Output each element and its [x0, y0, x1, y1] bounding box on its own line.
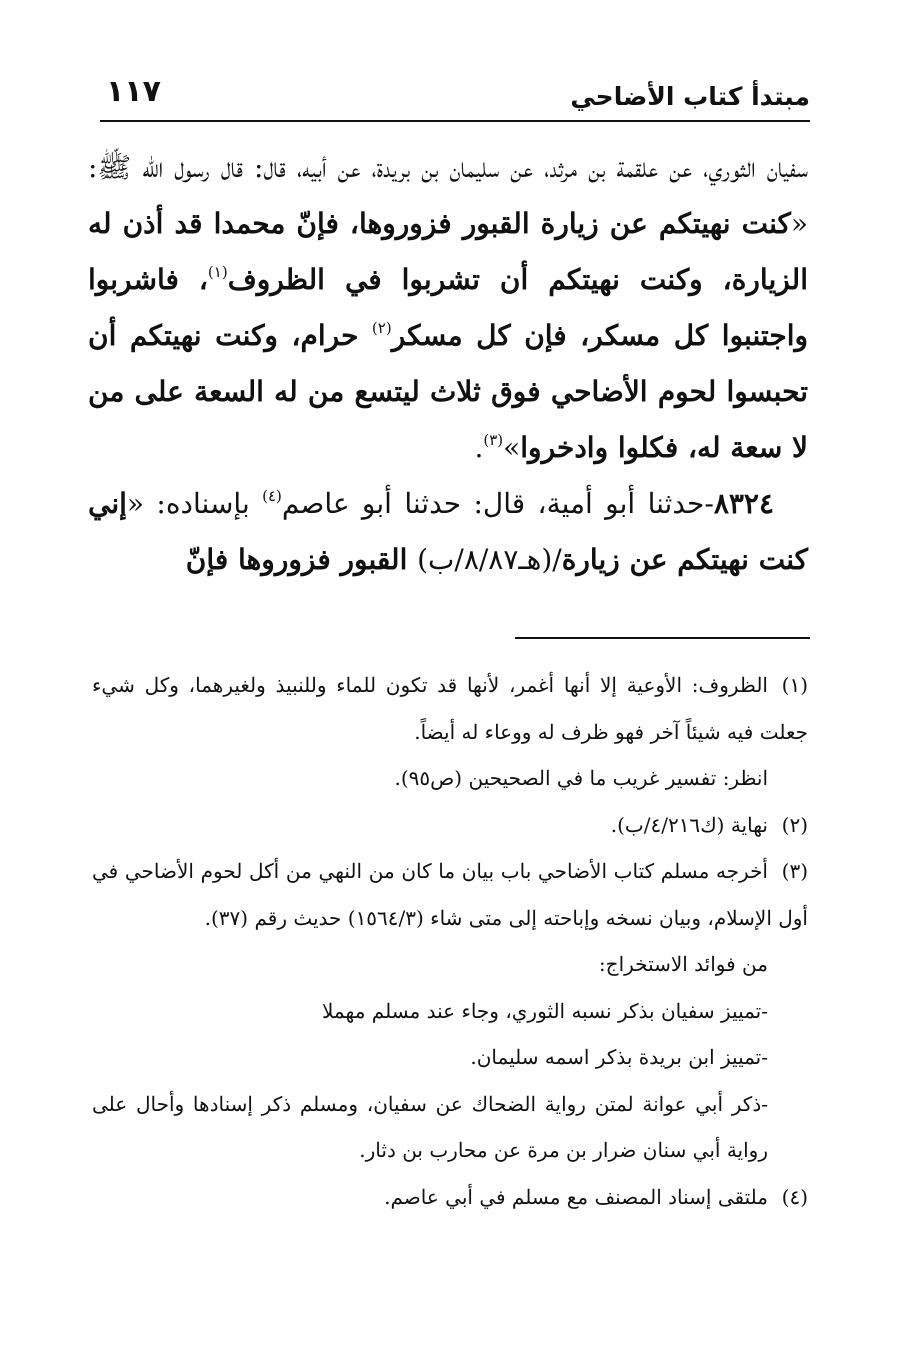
- page-number: ١١٧: [106, 74, 161, 109]
- manuscript-ref: /(هـ٨/٨٧/ب): [417, 543, 562, 576]
- footnote-3-point: -تمييز سفيان بذكر نسبه الثوري، وجاء عند مسلم مهملا: [321, 998, 768, 1023]
- hadith-text: حرام، وكنت نهيتكم أن تحبسوا لحوم الأضاحي فوق ثلاث ليتسع من له السعة على من لا سعة له، فكلوا وادخروا: [88, 319, 808, 464]
- footnote-ref-1[interactable]: (١): [207, 263, 228, 281]
- hadith-text: ،: [178, 263, 208, 296]
- footnote-separator: [515, 637, 810, 639]
- header-title: مبتدأ كتاب الأضاحي: [570, 82, 810, 111]
- hadith-text: القبور فزوروها فإنّ: [185, 543, 418, 576]
- text-span: »: [503, 431, 521, 464]
- hadith-text: إني كنت نهيتكم عن زيارة: [88, 487, 808, 576]
- footnote-number: (١): [781, 673, 808, 697]
- footnote-number: (٣): [781, 859, 808, 883]
- main-text: [88, 140, 808, 588]
- footnote-3: [92, 848, 808, 941]
- running-header: [100, 70, 810, 122]
- footnote-4: [92, 1174, 808, 1221]
- footnote-text: نهاية (ك٤/٢١٦/ب).: [610, 812, 768, 837]
- footnote-text: الظروف: الأوعية إلا أنها أغمر، لأنها قد تكون للماء وللنبيذ ولغيرهما، وكل شيء جعلت فيه شيئاً آخر فهو ظرف له ووعاء له أيضاً.: [92, 673, 808, 744]
- footnote-3-point: -تمييز ابن بريدة بذكر اسمه سليمان.: [470, 1045, 768, 1069]
- text-span: سفيان الثوري، عن علقمة بن مرثد، عن سليمان بن بريدة، عن أبيه، قال: قال رسول الله ﷺ: «: [88, 151, 808, 240]
- footnote-1-ref: انظر: تفسير غريب ما في الصحيحين (ص٩٥).: [394, 766, 768, 790]
- text-span: -حدثنا أبو أمية، قال: حدثنا أبو عاصم: [281, 487, 714, 520]
- footnote-2: [92, 802, 808, 849]
- footnote-ref-2[interactable]: (٢): [371, 319, 392, 337]
- footnote-3-heading: من فوائد الاستخراج:: [598, 952, 768, 976]
- footnotes: [92, 662, 808, 1220]
- footnote-number: (٤): [781, 1184, 808, 1209]
- text-span: بإسناده: «: [126, 487, 263, 520]
- hadith-text: كنت نهيتكم عن زيارة القبور فزوروها، فإنّ محمدا قد أذن له الزيارة، وكنت نهيتكم أن تشربوا في الظروف: [88, 207, 808, 296]
- paragraph-hadith-8323-end: [88, 140, 808, 476]
- hadith-number: ٨٣٢٤: [713, 487, 774, 520]
- text-span: .: [474, 431, 484, 464]
- footnote-ref-4[interactable]: (٤): [262, 487, 282, 505]
- footnote-1: [92, 662, 808, 755]
- footnote-ref-3[interactable]: (٣): [483, 431, 504, 449]
- footnote-text: أخرجه مسلم كتاب الأضاحي باب بيان ما كان من النهي من أكل لحوم الأضاحي في أول الإسلام، وبيان نسخه وإباحته إلى متى شاء (١٥٦٤/٣) حديث رقم (٣٧).: [92, 859, 808, 930]
- footnote-number: (٢): [781, 812, 808, 837]
- hadith-text: فاشربوا واجتنبوا كل مسكر، فإن كل مسكر: [88, 263, 808, 352]
- paragraph-hadith-8324: [88, 476, 808, 588]
- footnote-3-point: -ذكر أبي عوانة لمتن رواية الضحاك عن سفيان، ومسلم ذكر إسنادها وأحال على رواية أبي سنان ضرار بن مرة عن محارب بن دثار.: [92, 1091, 768, 1162]
- footnote-text: ملتقى إسناد المصنف مع مسلم في أبي عاصم.: [384, 1184, 768, 1209]
